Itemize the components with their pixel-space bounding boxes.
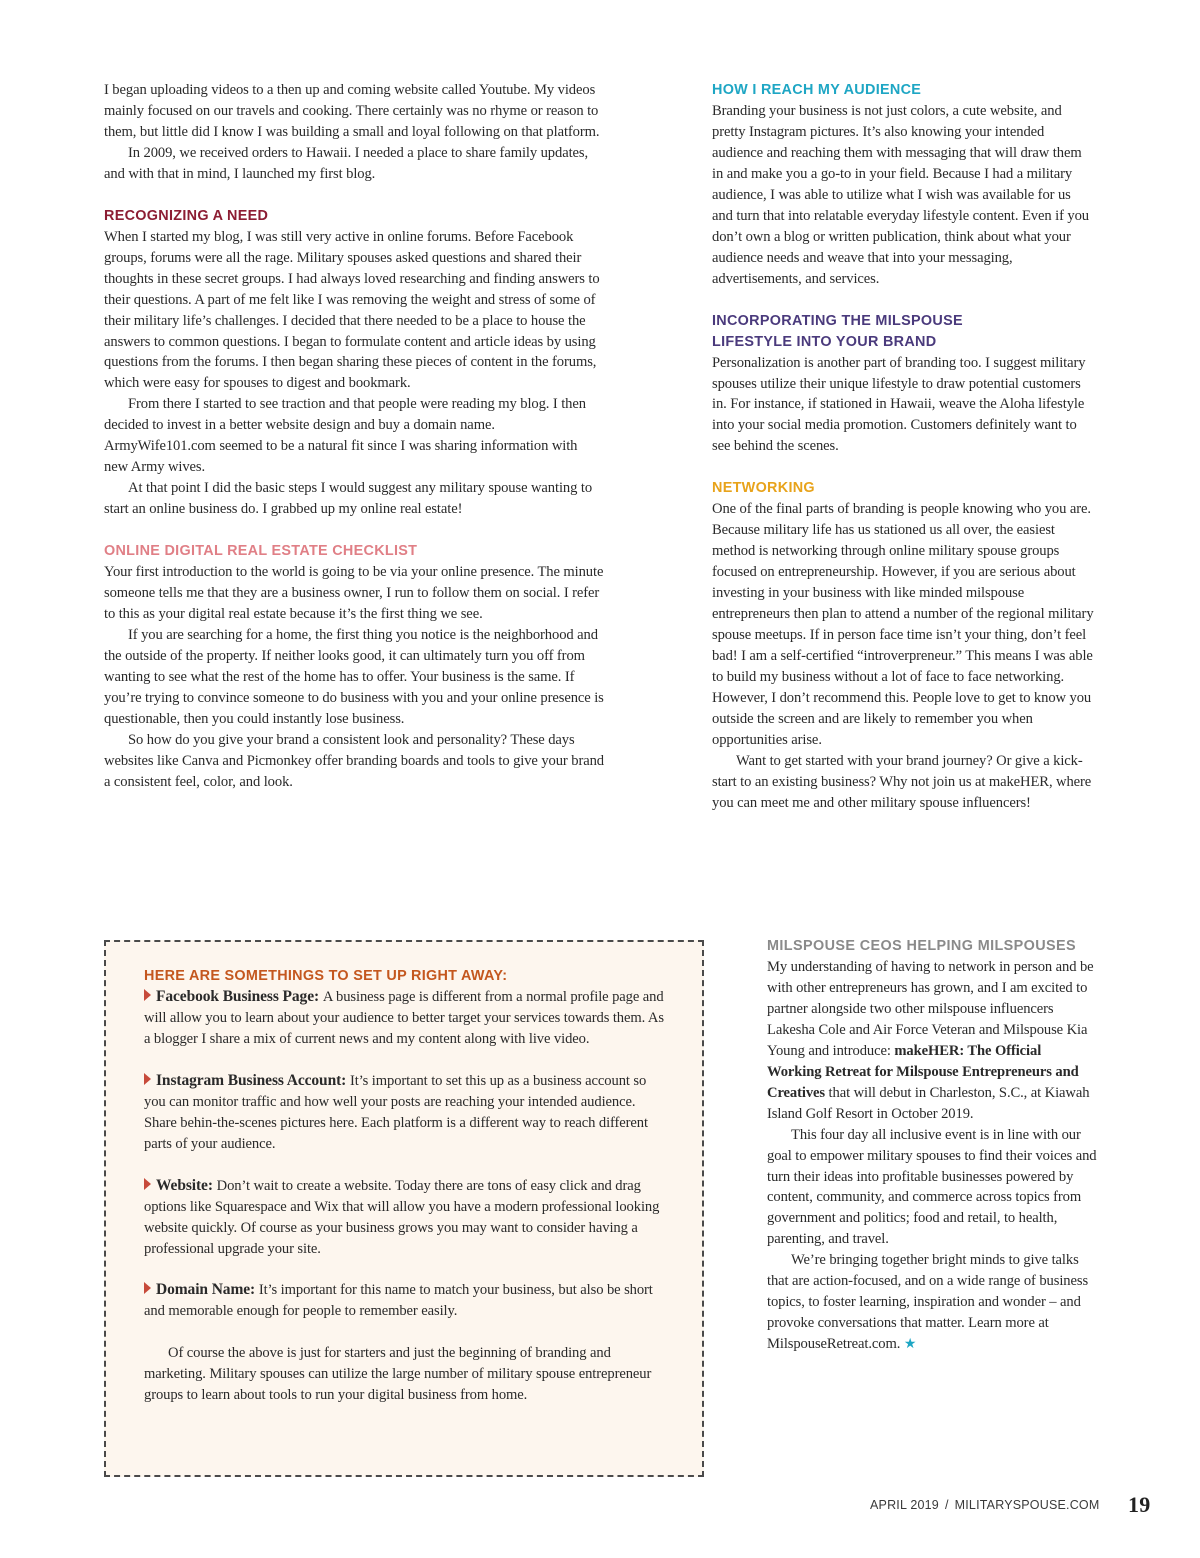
checklist-item (144, 1071, 664, 1155)
recognizing-heading: RECOGNIZING A NEED (104, 207, 269, 224)
networking-heading: NETWORKING (712, 480, 815, 497)
body-paragraph (767, 957, 1097, 1125)
site-name: MILITARYSPOUSE.COM (954, 1498, 1100, 1512)
incorporating-heading: INCORPORATING THE MILSPOUSE LIFESTYLE INTO YOUR BRAND (712, 312, 963, 350)
issue-date: APRIL 2019 (870, 1498, 939, 1512)
body-text: We’re bringing together bright minds to give talks that are action-focused, and on a wide range of business topics, to foster learning, inspiration and wonder – and provoke conversations that matter. Learn more at MilspouseRetreat.com. (767, 1252, 1089, 1353)
event-name: makeHER: The Official Working Retreat for Milspouse Entrepreneurs and Creatives (767, 1042, 1079, 1101)
checklist-item-label: Facebook Business Page (156, 988, 314, 1005)
checklist-callout-box (104, 940, 704, 1477)
checklist-item-text: It’s important to set this up as a business account so you can monitor traffic and how well your posts are reaching your intended audience. Share behin-the-scenes pictures here. Each platform is a different way to reach different parts of your audience. (144, 1072, 648, 1152)
checklist-item-label: Domain Name (156, 1281, 251, 1299)
body-paragraph: Personalization is another part of branding too. I suggest military spouses utilize their unique lifestyle to draw potential customers in. For instance, if stationed in Hawaii, weave the Aloha lifestyle into your social media promotion. Customers definitely want to see behind the scenes. (712, 354, 1086, 455)
triangle-bullet-icon (144, 1282, 151, 1294)
body-text: that will debut in Charleston, S.C., at Kiawah Island Golf Resort in October 2019. (767, 1084, 1090, 1122)
label-colon: : (313, 988, 323, 1005)
sidebar-column (767, 936, 1097, 1355)
checklist-item-text: It’s important for this name to match your business, but also be short and memorable enough for people to remember easily. (144, 1282, 653, 1320)
body-paragraph (767, 1250, 1097, 1355)
body-text: My understanding of having to network in person and be with other entrepreneurs has grown, and I am excited to partner alongside two other milspouse influencers Lakesha Cole and Air Force Veteran and Milspouse Kia Young and introduce: (767, 959, 1094, 1059)
body-paragraph: When I started my blog, I was still very active in online forums. Before Facebook groups, forums were all the rage. Military spouses asked questions and shared their thoughts in these secret groups. I had always loved researching and finding answers to their questions. A part of me felt like I was removing the weight and stress of some of their military life’s challenges. I decided that there needed to be a place to house the answers to common questions. I began to formulate content and article ideas by using questions from the forums. I then began sharing these pieces of content in the forums, which were easy for spouses to digest and bookmark. (104, 228, 600, 392)
checklist-item-label: Website (156, 1176, 208, 1194)
reach-heading: HOW I REACH MY AUDIENCE (712, 82, 922, 98)
body-paragraph: At that point I did the basic steps I would suggest any military spouse wanting to start an online business do. I grabbed up my online real estate! (104, 480, 593, 518)
callout-closing: Of course the above is just for starters and just the beginning of branding and marketing. Military spouses can utilize the large number of military spouse entrepreneur groups to learn about tools to run your digital business from home. (144, 1345, 652, 1404)
body-paragraph: This four day all inclusive event is in line with our goal to empower military spouses to find their voices and turn their ideas into profitable businesses powered by content, community, and commerce across topics from government and politics; food and retail, to health, parenting, and travel. (767, 1126, 1097, 1248)
left-column (104, 80, 604, 793)
body-paragraph: So how do you give your brand a consistent look and personality? These days websites like Canva and Picmonkey offer branding boards and tools to give your brand a consistent feel, color, and look. (104, 731, 604, 790)
label-colon: : (207, 1176, 217, 1194)
page-footer (870, 1492, 1170, 1517)
intro-paragraph: In 2009, we received orders to Hawaii. I needed a place to share family updates, and with that in mind, I launched my first blog. (104, 144, 589, 182)
body-paragraph: One of the final parts of branding is people knowing who you are. Because military life has us stationed us all over, the easiest method is networking through online military spouse groups focused on entrepreneurship. However, if you are serious about investing in your business with like minded milspouse entrepreneurs then plan to attend a number of the regional military spouse meetups. If in person face time isn’t your thing, don’t feel bad! I am a self-certified “introverpreneur.” This means I was able to build my business without a lot of face to face networking. However, I don’t recommend this. People love to get to know you outside the screen and are likely to remember you when opportunities arise. (712, 501, 1094, 748)
intro-paragraph: I began uploading videos to a then up and coming website called Youtube. My videos mainly focused on our travels and cooking. There certainly was no rhyme or reason to them, but little did I know I was building a small and loyal following on that platform. (104, 82, 600, 140)
body-paragraph: If you are searching for a home, the first thing you notice is the neighborhood and the outside of the property. If neither looks good, it can ultimately turn you off from wanting to see what the rest of the home has to offer. Your business is the same. If you’re trying to convince someone to do business with you and your online presence is questionable, then you could instantly lose business. (104, 626, 604, 727)
milspouse-ceos-heading: MILSPOUSE CEOS HELPING MILSPOUSES (767, 938, 1077, 954)
checklist-item-text: Don’t wait to create a website. Today there are tons of easy click and drag options like Squarespace and Wix that will allow you have a modern professional looking website quickly. Of course as your business grows you may want to consider having a professional upgrade your site. (144, 1177, 660, 1257)
body-paragraph: Want to get started with your brand journey? Or give a kick-start to an existing business? Why not join us at makeHER, where you can meet me and other military spouse influencers! (712, 752, 1092, 811)
right-column (712, 80, 1094, 814)
label-colon: : (250, 1281, 259, 1299)
callout-title: HERE ARE SOMETHINGS TO SET UP RIGHT AWAY: (144, 968, 508, 984)
star-icon: ★ (903, 1336, 917, 1353)
checklist-item-label: Instagram Business Account (156, 1071, 342, 1089)
triangle-bullet-icon (144, 989, 151, 1001)
body-paragraph: Your first introduction to the world is going to be via your online presence. The minute someone tells me that they are a business owner, I run to follow them on social. I refer to this as your digital real estate because it’s the first thing we see. (104, 564, 604, 623)
label-colon: : (341, 1071, 350, 1089)
body-paragraph: From there I started to see traction and that people were reading my blog. I then decided to invest in a better website design and buy a domain name. ArmyWife101.com seemed to be a natural fit since I was sharing information with new Army wives. (104, 396, 586, 476)
page-number: 19 (1128, 1492, 1151, 1517)
triangle-bullet-icon (144, 1178, 151, 1190)
triangle-bullet-icon (144, 1073, 151, 1085)
checklist-heading: ONLINE DIGITAL REAL ESTATE CHECKLIST (104, 543, 418, 560)
footer-separator: / (944, 1498, 949, 1512)
checklist-item (144, 987, 664, 1050)
body-paragraph: Branding your business is not just colors, a cute website, and pretty Instagram pictures. It’s also knowing your intended audience and reaching them with messaging that will draw them in and make you a go-to in your field. Because I had a military audience, I was able to utilize what I wish was available for us and turn that into relatable everyday lifestyle content. Even if you don’t own a blog or written publication, think about what your audience needs and weave that into your messaging, advertisements, and services. (712, 103, 1089, 287)
checklist-item-text: A business page is different from a normal profile page and will allow you to learn about your audience to better target your services towards them. As a blogger I share a mix of current news and my content along with live video. (144, 989, 664, 1047)
checklist-item (144, 1176, 664, 1260)
checklist-item (144, 1280, 664, 1322)
